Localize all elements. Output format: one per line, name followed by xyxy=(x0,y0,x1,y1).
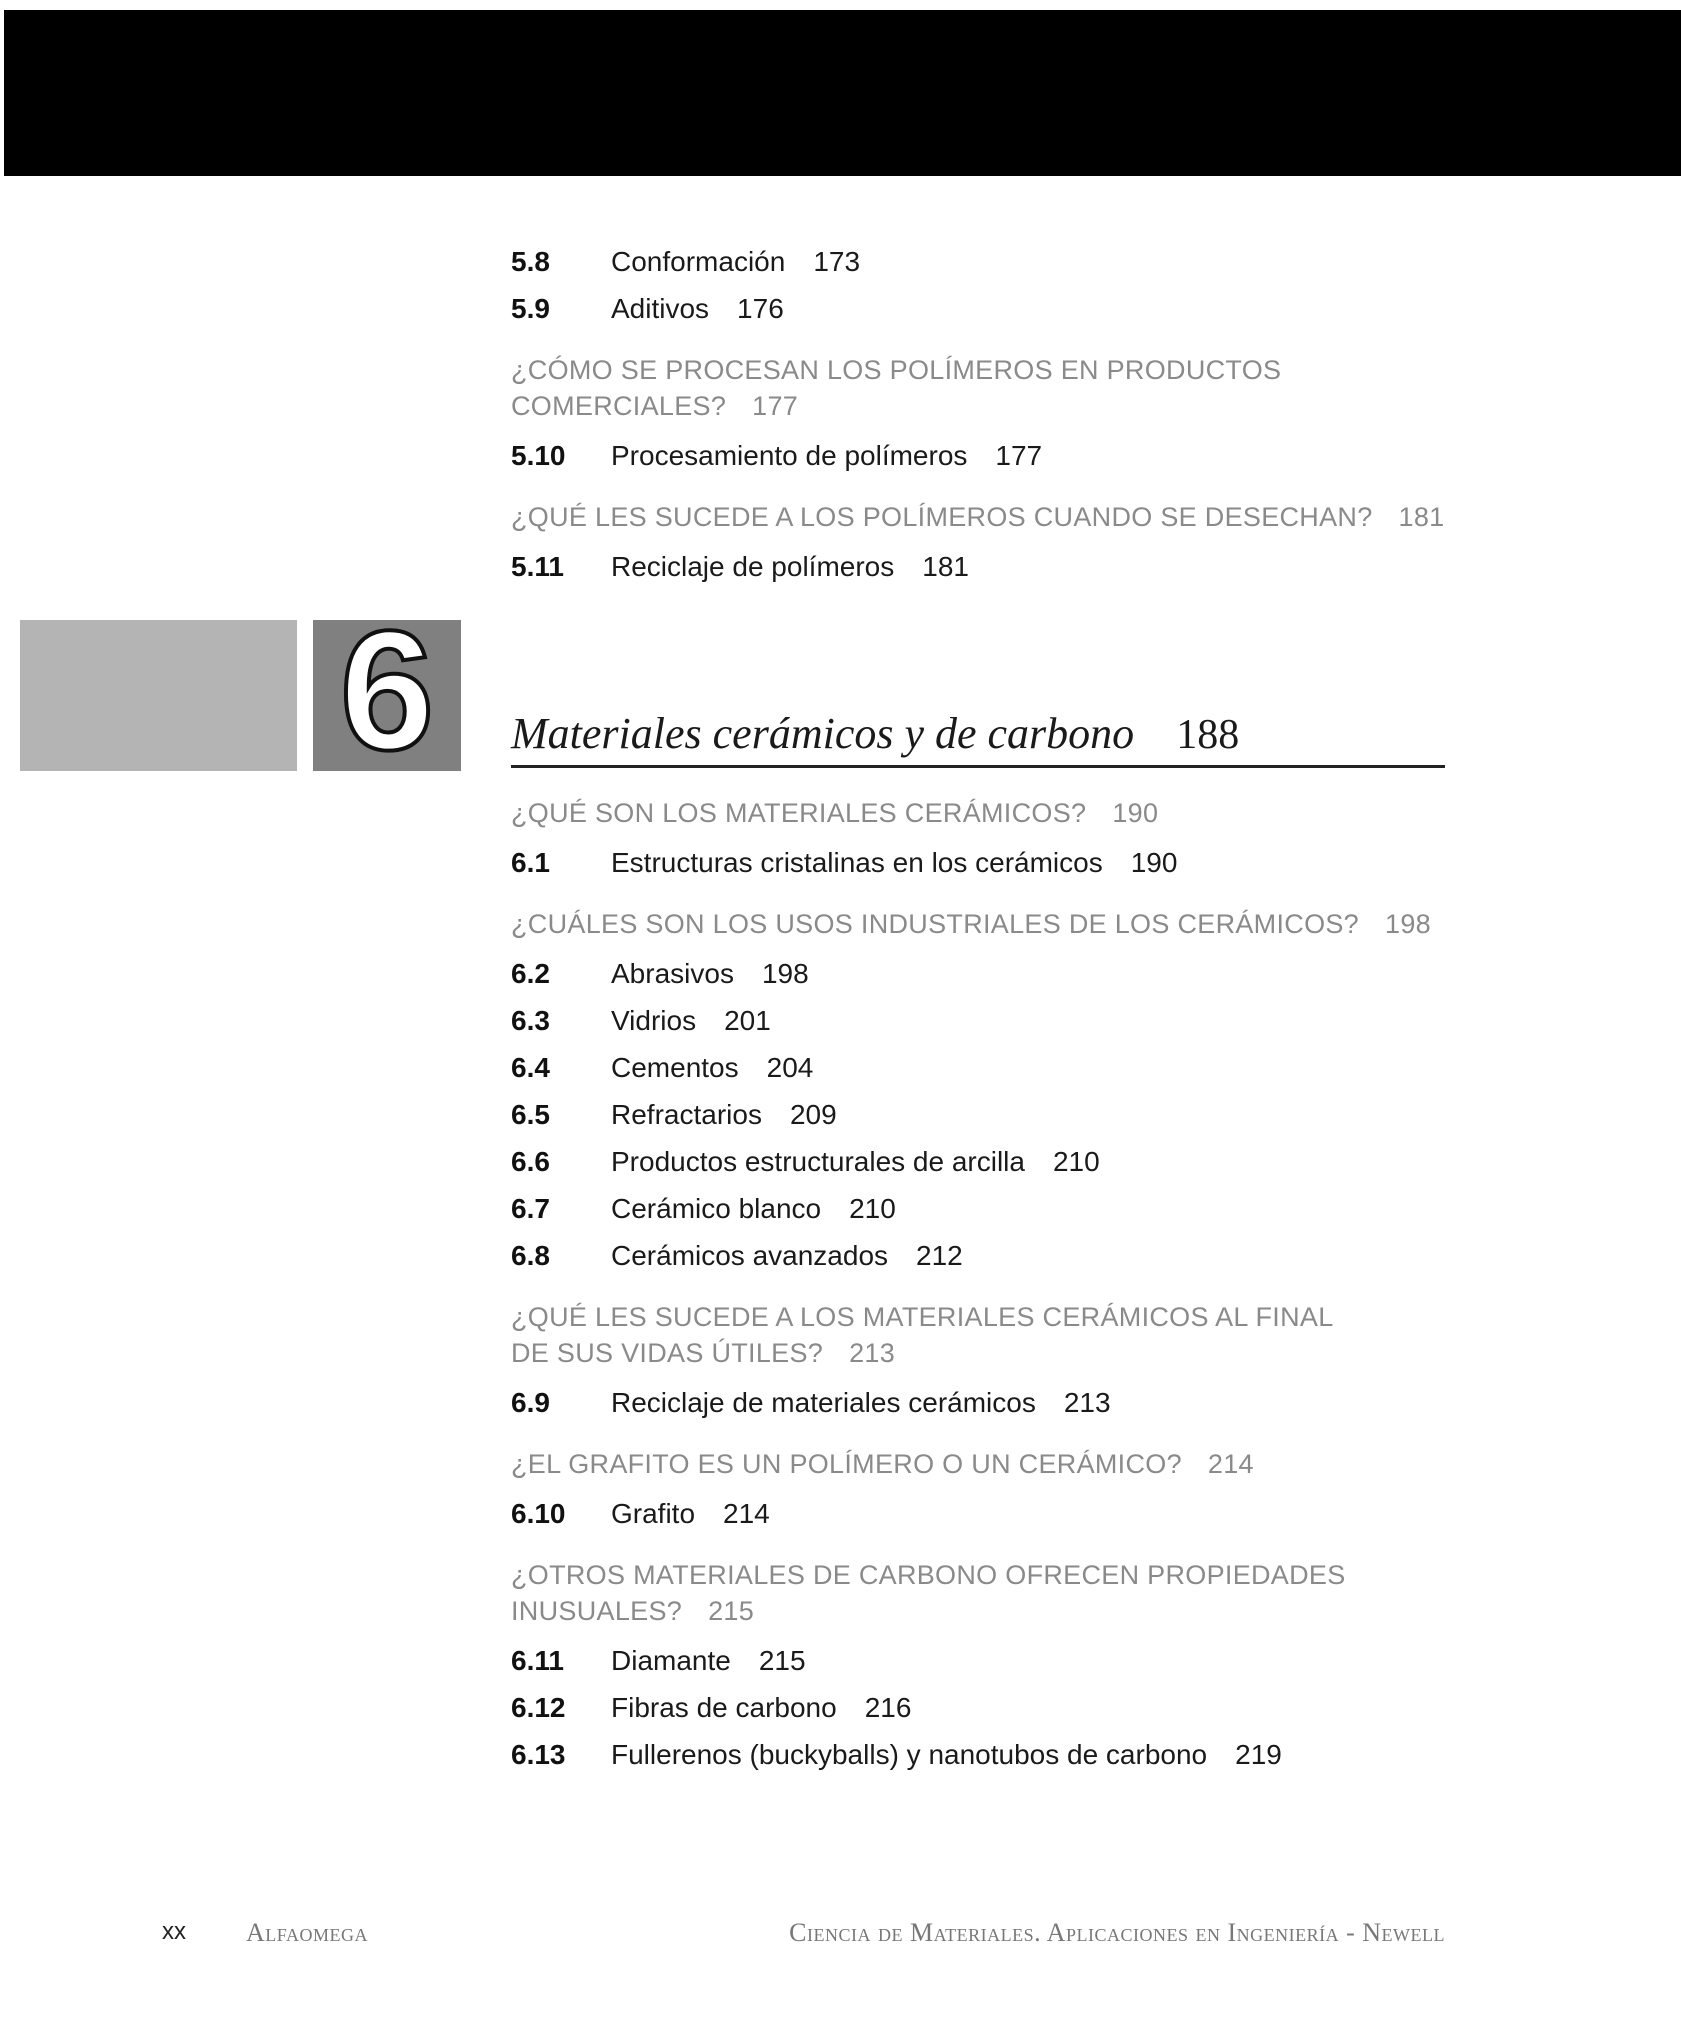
entry-title: Refractarios xyxy=(611,1099,762,1130)
entry-number: 6.7 xyxy=(511,1193,550,1224)
entry-page: 190 xyxy=(1130,847,1178,878)
chapter-tab-light xyxy=(20,620,297,771)
toc-entry xyxy=(511,1496,1446,1532)
entry-number: 6.4 xyxy=(511,1052,550,1083)
entry-number: 6.10 xyxy=(511,1498,566,1529)
toc-entry xyxy=(511,956,1446,992)
entry-number: 6.2 xyxy=(511,958,550,989)
top-black-band xyxy=(4,10,1681,176)
entry-page: 210 xyxy=(1052,1146,1100,1177)
entry-page: 210 xyxy=(849,1193,896,1224)
footer-publisher: Alfaomega xyxy=(246,1918,368,1947)
section-page: 190 xyxy=(1112,798,1159,828)
entry-page: 201 xyxy=(724,1005,771,1036)
section-heading-line: ¿CÓMO SE PROCESAN LOS POLÍMEROS EN PRODUCTOS xyxy=(511,355,1282,385)
chapter-title: Materiales cerámicos y de carbono xyxy=(511,709,1135,758)
entry-title: Estructuras cristalinas en los cerámicos xyxy=(611,847,1103,878)
entry-title: Cerámico blanco xyxy=(611,1193,822,1224)
entry-number: 5.9 xyxy=(511,293,550,324)
page-footer xyxy=(0,1918,1681,1948)
entry-title: Conformación xyxy=(611,246,786,277)
section-heading-line: INUSUALES? xyxy=(511,1596,683,1626)
entry-number: 6.5 xyxy=(511,1099,550,1130)
toc-entry xyxy=(511,1191,1446,1227)
toc-entry xyxy=(511,1144,1446,1180)
entry-page: 204 xyxy=(766,1052,814,1083)
toc-entry xyxy=(511,1003,1446,1039)
toc-entry xyxy=(511,1097,1446,1133)
entry-page: 215 xyxy=(758,1645,806,1676)
entry-title: Vidrios xyxy=(611,1005,697,1036)
section-heading-line: ¿QUÉ SON LOS MATERIALES CERÁMICOS? xyxy=(511,798,1087,828)
entry-page: 176 xyxy=(737,293,784,324)
entry-page: 198 xyxy=(761,958,809,989)
section-heading-line: COMERCIALES? xyxy=(511,391,727,421)
section-heading xyxy=(511,795,1446,831)
toc-entry xyxy=(511,1643,1446,1679)
toc-entry xyxy=(511,1050,1446,1086)
entry-number: 5.10 xyxy=(511,440,566,471)
entry-title: Grafito xyxy=(611,1498,696,1529)
section-heading xyxy=(511,499,1446,535)
section-heading-line: DE SUS VIDAS ÚTILES? xyxy=(511,1338,824,1368)
toc-chapter-5-continuation xyxy=(511,244,1446,596)
entry-number: 6.6 xyxy=(511,1146,550,1177)
entry-page: 177 xyxy=(995,440,1043,471)
section-page: 198 xyxy=(1385,909,1431,939)
footer-page-number: xx xyxy=(162,1918,186,1945)
toc-entry xyxy=(511,244,1446,280)
section-page: 214 xyxy=(1207,1449,1254,1479)
entry-title: Cementos xyxy=(611,1052,739,1083)
entry-number: 6.13 xyxy=(511,1739,566,1770)
section-heading-line: ¿QUÉ LES SUCEDE A LOS POLÍMEROS CUANDO SE DESECHAN? xyxy=(511,502,1373,532)
section-heading-line: ¿QUÉ LES SUCEDE A LOS MATERIALES CERÁMICOS AL FINAL xyxy=(511,1302,1334,1332)
section-heading-line: ¿CUÁLES SON LOS USOS INDUSTRIALES DE LOS CERÁMICOS? xyxy=(511,909,1360,939)
entry-title: Procesamiento de polímeros xyxy=(611,440,968,471)
toc-entry xyxy=(511,549,1446,585)
chapter-title-row xyxy=(511,710,1445,768)
toc-entry xyxy=(511,291,1446,327)
entry-page: 209 xyxy=(789,1099,837,1130)
section-heading xyxy=(511,1299,1446,1371)
toc-chapter-6 xyxy=(511,795,1446,1784)
entry-number: 6.1 xyxy=(511,847,550,878)
entry-page: 219 xyxy=(1235,1739,1282,1770)
entry-title: Fullerenos (buckyballs) y nanotubos de carbono xyxy=(611,1739,1208,1770)
entry-number: 6.11 xyxy=(511,1645,564,1676)
toc-entry xyxy=(511,1385,1446,1421)
entry-page: 216 xyxy=(864,1692,912,1723)
entry-page: 214 xyxy=(723,1498,770,1529)
entry-number: 6.3 xyxy=(511,1005,550,1036)
entry-title: Productos estructurales de arcilla xyxy=(611,1146,1025,1177)
entry-page: 181 xyxy=(922,551,969,582)
entry-title: Cerámicos avanzados xyxy=(611,1240,889,1271)
chapter-page: 188 xyxy=(1176,712,1240,758)
toc-entry xyxy=(511,1238,1446,1274)
entry-number: 5.11 xyxy=(511,551,564,582)
entry-title: Abrasivos xyxy=(611,958,734,989)
section-page: 213 xyxy=(849,1338,896,1368)
section-heading xyxy=(511,906,1446,942)
entry-title: Aditivos xyxy=(611,293,710,324)
entry-page: 173 xyxy=(813,246,861,277)
footer-book-title: Ciencia de Materiales. Aplicaciones en Ingeniería - Newell xyxy=(789,1918,1445,1947)
toc-entry xyxy=(511,1737,1446,1773)
entry-number: 5.8 xyxy=(511,246,550,277)
entry-page: 212 xyxy=(916,1240,963,1271)
chapter-number: 6 xyxy=(339,596,435,786)
section-page: 215 xyxy=(708,1596,755,1626)
section-heading-line: ¿EL GRAFITO ES UN POLÍMERO O UN CERÁMICO? xyxy=(511,1449,1182,1479)
entry-page: 213 xyxy=(1063,1387,1111,1418)
section-heading-line: ¿OTROS MATERIALES DE CARBONO OFRECEN PROPIEDADES xyxy=(511,1560,1346,1590)
section-heading xyxy=(511,1446,1446,1482)
toc-entry xyxy=(511,845,1446,881)
section-heading xyxy=(511,1557,1446,1629)
section-heading xyxy=(511,352,1446,424)
entry-number: 6.9 xyxy=(511,1387,550,1418)
entry-title: Reciclaje de materiales cerámicos xyxy=(611,1387,1036,1418)
toc-entry xyxy=(511,1690,1446,1726)
entry-title: Reciclaje de polímeros xyxy=(611,551,895,582)
section-page: 177 xyxy=(752,391,799,421)
section-page: 181 xyxy=(1398,502,1445,532)
entry-number: 6.12 xyxy=(511,1692,566,1723)
entry-number: 6.8 xyxy=(511,1240,550,1271)
chapter-6-header xyxy=(0,596,1681,786)
entry-title: Fibras de carbono xyxy=(611,1692,837,1723)
entry-title: Diamante xyxy=(611,1645,731,1676)
toc-entry xyxy=(511,438,1446,474)
